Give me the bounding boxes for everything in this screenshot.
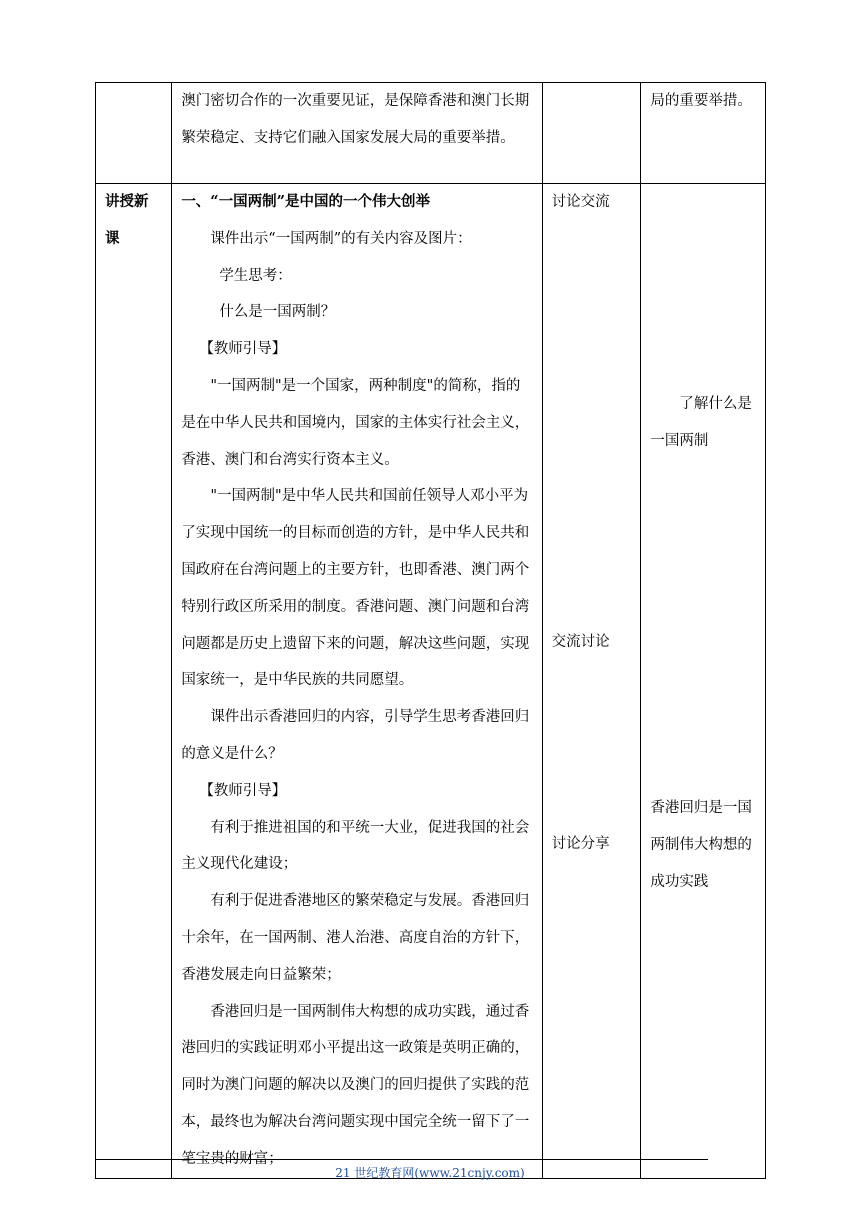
table-row bbox=[96, 184, 766, 1179]
content-cell bbox=[172, 184, 542, 1179]
design-text: 了解什么是一国两制 bbox=[650, 396, 752, 449]
paragraph: 课件出示香港回归的内容，引导学生思考香港回归的意义是什么？ bbox=[181, 709, 530, 762]
content-cell bbox=[172, 83, 542, 184]
lesson-plan-table bbox=[95, 82, 766, 1179]
activity-text: 讨论分享 bbox=[551, 836, 610, 852]
paragraph: 【教师引导】 bbox=[199, 341, 287, 358]
design-cell bbox=[641, 83, 766, 184]
stage-cell bbox=[96, 83, 172, 184]
content-text: 澳门密切合作的一次重要见证，是保障香港和澳门长期繁荣稳定、支持它们融入国家发展大局的重要举措。 bbox=[181, 93, 530, 146]
activity-cell bbox=[542, 184, 641, 1179]
design-text: 局的重要举措。 bbox=[650, 93, 752, 109]
footer-text: 21 世纪教育网(www.21cnjy.com) bbox=[335, 1166, 525, 1180]
footer-divider bbox=[95, 1159, 708, 1160]
design-text: 香港回归是一国两制伟大构想的成功实践 bbox=[650, 800, 752, 890]
activity-text: 讨论交流 bbox=[551, 194, 610, 210]
paragraph: 香港回归是一国两制伟大构想的成功实践，通过香港回归的实践证明邓小平提出这一政策是英明正确的，同时为澳门问题的解决以及澳门的回归提供了实践的范本，最终也为解决台湾问题实现中国完全统一留下了一笔宝贵的财富； bbox=[181, 1003, 530, 1167]
paragraph: "一国两制"是中华人民共和国前任领导人邓小平为了实现中国统一的目标而创造的方针，是中华人民共和国政府在台湾问题上的主要方针，也即香港、澳门两个特别行政区所采用的制度。香港问题、澳门问题和台湾问题都是历史上遗留下来的问题，解决这些问题，实现国家统一，是中华民族的共同愿望。 bbox=[181, 488, 530, 689]
paragraph: 【教师引导】 bbox=[199, 782, 287, 799]
paragraph: "一国两制"是一个国家，两种制度"的简称，指的是在中华人民共和国境内，国家的主体实行社会主义，香港、澳门和台湾实行资本主义。 bbox=[181, 377, 530, 468]
design-cell bbox=[641, 184, 766, 1179]
paragraph: 有利于推进祖国的和平统一大业，促进我国的社会主义现代化建设； bbox=[181, 819, 530, 873]
paragraph: 学生思考： bbox=[219, 267, 292, 284]
paragraph: 什么是一国两制？ bbox=[219, 304, 336, 321]
paragraph: 课件出示“一国两制”的有关内容及图片： bbox=[210, 230, 472, 247]
table-row bbox=[96, 83, 766, 184]
activity-cell bbox=[542, 83, 641, 184]
paragraph: 有利于促进香港地区的繁荣稳定与发展。香港回归十余年，在一国两制、港人治港、高度自治的方针下，香港发展走向日益繁荣； bbox=[181, 893, 530, 983]
activity-text: 交流讨论 bbox=[551, 634, 610, 650]
section-heading: 一、“一国两制”是中国的一个伟大创举 bbox=[181, 193, 430, 210]
stage-label: 讲授新课 bbox=[96, 184, 172, 1179]
